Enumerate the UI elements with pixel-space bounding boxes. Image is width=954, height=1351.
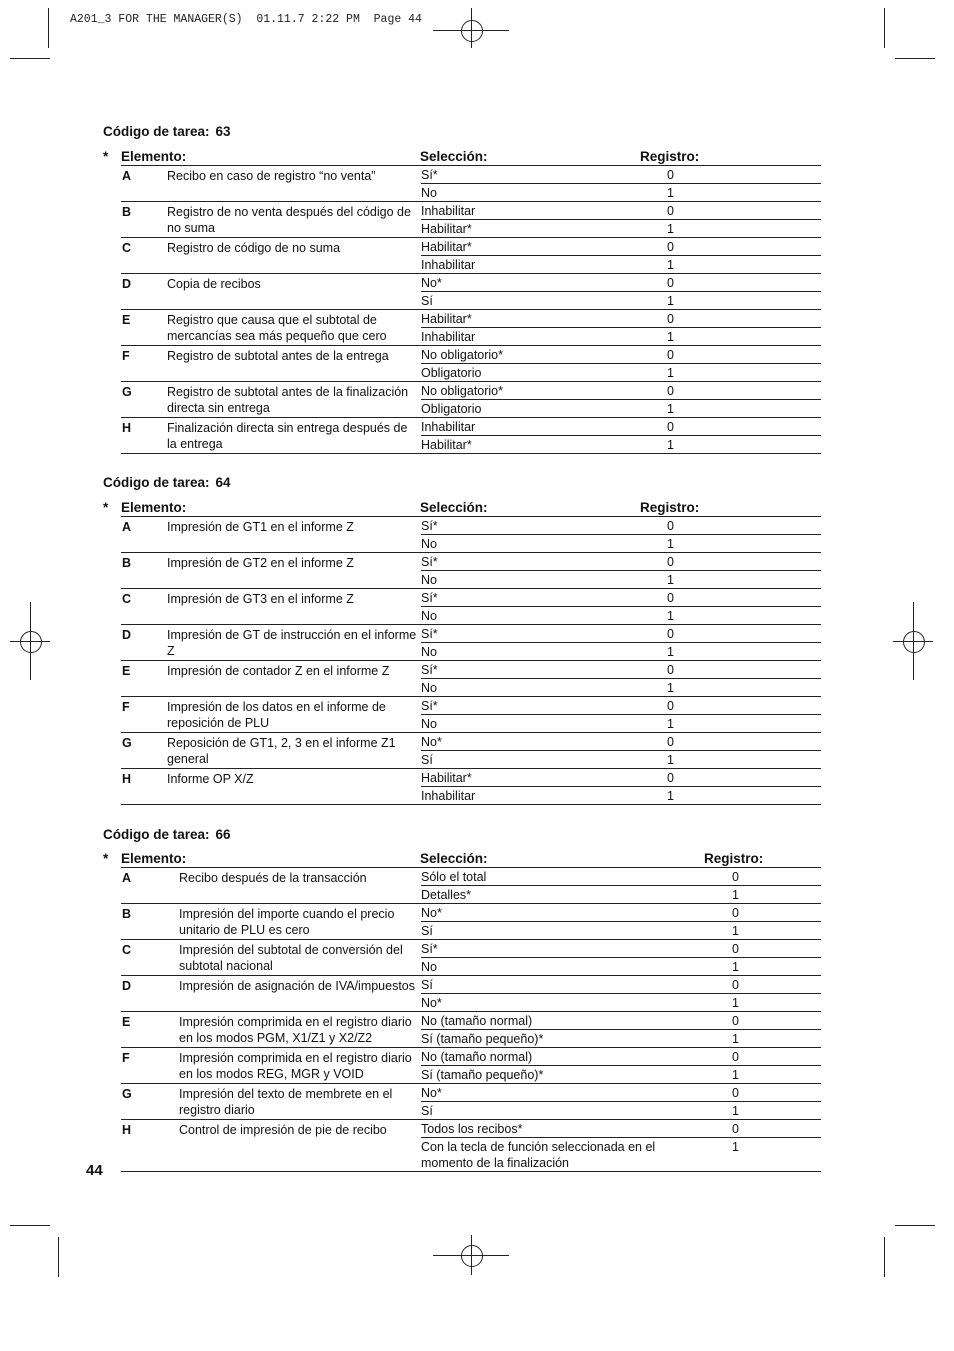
item-letter: C	[122, 943, 132, 957]
option-rule	[421, 642, 821, 643]
selection-option: No (tamaño normal)	[421, 1014, 533, 1028]
item-rule	[121, 1171, 821, 1172]
record-value: 0	[732, 1086, 739, 1100]
item-letter: F	[122, 1051, 130, 1065]
item-rule	[121, 768, 821, 769]
item-letter: B	[122, 205, 132, 219]
record-value: 0	[667, 276, 674, 290]
item-description: Registro de código de no suma	[167, 241, 341, 255]
selection-option: Sólo el total	[421, 870, 487, 884]
selection-option: No*	[421, 996, 442, 1010]
item-description: Impresión del subtotal de conversión del subtotal nacional	[179, 943, 403, 973]
item-rule	[121, 939, 821, 940]
item-description: Impresión de los datos en el informe de reposición de PLU	[167, 700, 386, 730]
item-letter: H	[122, 421, 132, 435]
item-rule	[121, 903, 821, 904]
item-description: Copia de recibos	[167, 277, 261, 291]
record-value: 0	[667, 204, 674, 218]
selection-option: Con la tecla de función seleccionada en el momento de la finalización	[421, 1140, 656, 1170]
selection-option: Sí*	[421, 663, 438, 677]
selection-option: Sí	[421, 924, 433, 938]
selection-option: Sí*	[421, 555, 438, 569]
record-value: 1	[667, 537, 674, 551]
selection-option: Habilitar*	[421, 438, 472, 452]
record-value: 0	[667, 348, 674, 362]
item-rule	[121, 804, 821, 805]
column-header-selection: Selección:	[420, 500, 488, 515]
task-code-label: Código de tarea:	[103, 827, 210, 842]
item-letter: B	[122, 556, 132, 570]
item-description: Reposición de GT1, 2, 3 en el informe Z1 general	[167, 736, 396, 766]
item-letter: F	[122, 349, 130, 363]
option-rule	[421, 1137, 821, 1138]
item-description: Control de impresión de pie de recibo	[179, 1123, 387, 1137]
column-header-record: Registro:	[640, 500, 700, 515]
task-code-label: Código de tarea:	[103, 124, 210, 139]
item-letter: D	[122, 628, 132, 642]
column-header-selection: Selección:	[420, 149, 488, 164]
item-letter: G	[122, 385, 132, 399]
selection-option: Sí (tamaño pequeño)*	[421, 1068, 544, 1082]
selection-option: Habilitar*	[421, 222, 472, 236]
item-letter: G	[122, 736, 132, 750]
item-description: Impresión de GT de instrucción en el informe Z	[167, 628, 417, 658]
item-rule	[121, 660, 821, 661]
record-value: 1	[667, 645, 674, 659]
item-letter: D	[122, 979, 132, 993]
record-value: 1	[667, 681, 674, 695]
record-value: 0	[732, 906, 739, 920]
record-value: 0	[667, 168, 674, 182]
option-rule	[421, 714, 821, 715]
option-rule	[421, 786, 821, 787]
selection-option: Habilitar*	[421, 771, 472, 785]
record-value: 1	[732, 1140, 739, 1154]
record-value: 1	[667, 222, 674, 236]
asterisk-marker: *	[103, 851, 109, 866]
header-rule	[121, 516, 821, 517]
column-header-element: Elemento:	[121, 500, 187, 515]
record-value: 1	[667, 366, 674, 380]
option-rule	[421, 255, 821, 256]
column-header-record: Registro:	[640, 149, 700, 164]
item-letter: C	[122, 241, 132, 255]
record-value: 0	[732, 942, 739, 956]
item-description: Impresión de asignación de IVA/impuestos	[179, 979, 416, 993]
item-letter: A	[122, 871, 132, 885]
section-title	[103, 827, 231, 842]
selection-option: Todos los recibos*	[421, 1122, 523, 1136]
item-description: Impresión de GT1 en el informe Z	[167, 520, 354, 534]
selection-option: No	[421, 960, 437, 974]
selection-option: No obligatorio*	[421, 384, 503, 398]
selection-option: No	[421, 645, 437, 659]
option-rule	[421, 993, 821, 994]
page-number: 44	[86, 1162, 103, 1179]
option-rule	[421, 363, 821, 364]
selection-option: Inhabilitar	[421, 330, 476, 344]
option-rule	[421, 327, 821, 328]
column-header-selection: Selección:	[420, 851, 488, 866]
selection-option: Sí*	[421, 519, 438, 533]
record-value: 0	[667, 312, 674, 326]
item-rule	[121, 1119, 821, 1120]
selection-option: Sí*	[421, 699, 438, 713]
record-value: 0	[732, 1014, 739, 1028]
record-value: 0	[732, 978, 739, 992]
selection-option: Obligatorio	[421, 402, 482, 416]
item-description: Impresión de GT3 en el informe Z	[167, 592, 354, 606]
option-rule	[421, 291, 821, 292]
option-rule	[421, 921, 821, 922]
selection-option: No	[421, 681, 437, 695]
option-rule	[421, 570, 821, 571]
selection-option: No	[421, 573, 437, 587]
item-description: Registro de subtotal antes de la entrega	[167, 349, 389, 363]
record-value: 0	[667, 384, 674, 398]
selection-option: Habilitar*	[421, 240, 472, 254]
option-rule	[421, 435, 821, 436]
selection-option: No	[421, 186, 437, 200]
item-rule	[121, 309, 821, 310]
record-value: 1	[667, 609, 674, 623]
item-description: Recibo en caso de registro “no venta”	[167, 169, 376, 183]
item-rule	[121, 345, 821, 346]
record-value: 0	[667, 663, 674, 677]
item-description: Impresión comprimida en el registro diario en los modos PGM, X1/Z1 y X2/Z2	[179, 1015, 412, 1045]
item-description: Impresión de GT2 en el informe Z	[167, 556, 354, 570]
selection-option: No	[421, 537, 437, 551]
item-letter: B	[122, 907, 132, 921]
record-value: 1	[667, 402, 674, 416]
record-value: 1	[732, 888, 739, 902]
section-title	[103, 475, 231, 490]
selection-option: Sí	[421, 978, 433, 992]
record-value: 1	[667, 258, 674, 272]
record-value: 1	[732, 960, 739, 974]
selection-option: No*	[421, 735, 442, 749]
selection-option: Obligatorio	[421, 366, 482, 380]
item-rule	[121, 624, 821, 625]
record-value: 0	[667, 627, 674, 641]
selection-option: Inhabilitar	[421, 204, 476, 218]
item-rule	[121, 381, 821, 382]
item-letter: H	[122, 1123, 132, 1137]
item-description: Impresión del importe cuando el precio unitario de PLU es cero	[179, 907, 395, 937]
option-rule	[421, 606, 821, 607]
column-header-record: Registro:	[704, 851, 764, 866]
record-value: 0	[667, 555, 674, 569]
option-rule	[421, 183, 821, 184]
option-rule	[421, 885, 821, 886]
record-value: 0	[667, 240, 674, 254]
item-letter: E	[122, 1015, 131, 1029]
print-header: A201_3 FOR THE MANAGER(S) 01.11.7 2:22 PM Page 44	[70, 13, 422, 26]
item-letter: G	[122, 1087, 132, 1101]
item-description: Impresión comprimida en el registro diario en los modos REG, MGR y VOID	[179, 1051, 412, 1081]
item-rule	[121, 237, 821, 238]
item-rule	[121, 273, 821, 274]
record-value: 1	[732, 996, 739, 1010]
section-title	[103, 124, 231, 139]
record-value: 1	[667, 789, 674, 803]
record-value: 1	[732, 1104, 739, 1118]
record-value: 1	[732, 1032, 739, 1046]
record-value: 1	[667, 573, 674, 587]
option-rule	[421, 1029, 821, 1030]
selection-option: Sí (tamaño pequeño)*	[421, 1032, 544, 1046]
option-rule	[421, 1065, 821, 1066]
record-value: 1	[667, 186, 674, 200]
selection-option: No	[421, 717, 437, 731]
task-code-value: 66	[215, 827, 231, 842]
item-description: Registro que causa que el subtotal de mercancías sea más pequeño que cero	[167, 313, 387, 343]
record-value: 0	[667, 771, 674, 785]
header-rule	[121, 867, 821, 868]
item-letter: C	[122, 592, 132, 606]
item-rule	[121, 1083, 821, 1084]
item-rule	[121, 552, 821, 553]
selection-option: Sí	[421, 1104, 433, 1118]
selection-option: Habilitar*	[421, 312, 472, 326]
item-description: Recibo después de la transacción	[179, 871, 367, 885]
asterisk-marker: *	[103, 500, 109, 515]
item-rule	[121, 453, 821, 454]
selection-option: Sí	[421, 294, 433, 308]
item-rule	[121, 732, 821, 733]
asterisk-marker: *	[103, 149, 109, 164]
record-value: 0	[667, 519, 674, 533]
selection-option: Sí*	[421, 168, 438, 182]
record-value: 0	[667, 735, 674, 749]
item-rule	[121, 1047, 821, 1048]
item-rule	[121, 417, 821, 418]
selection-option: No (tamaño normal)	[421, 1050, 533, 1064]
option-rule	[421, 957, 821, 958]
item-description: Informe OP X/Z	[167, 772, 254, 786]
record-value: 0	[732, 870, 739, 884]
option-rule	[421, 399, 821, 400]
option-rule	[421, 750, 821, 751]
item-rule	[121, 696, 821, 697]
item-letter: F	[122, 700, 130, 714]
selection-option: Sí*	[421, 591, 438, 605]
selection-option: Sí*	[421, 627, 438, 641]
column-header-element: Elemento:	[121, 149, 187, 164]
selection-option: No*	[421, 906, 442, 920]
item-description: Registro de subtotal antes de la finalización directa sin entrega	[167, 385, 409, 415]
item-rule	[121, 201, 821, 202]
record-value: 0	[732, 1122, 739, 1136]
selection-option: No obligatorio*	[421, 348, 503, 362]
option-rule	[421, 678, 821, 679]
option-rule	[421, 1101, 821, 1102]
header-rule	[121, 165, 821, 166]
option-rule	[421, 219, 821, 220]
item-description: Impresión de contador Z en el informe Z	[167, 664, 390, 678]
record-value: 1	[667, 294, 674, 308]
record-value: 1	[667, 330, 674, 344]
item-rule	[121, 588, 821, 589]
item-description: Impresión del texto de membrete en el registro diario	[179, 1087, 393, 1117]
item-letter: A	[122, 520, 132, 534]
record-value: 1	[667, 717, 674, 731]
selection-option: Inhabilitar	[421, 420, 476, 434]
selection-option: No	[421, 609, 437, 623]
item-rule	[121, 1011, 821, 1012]
selection-option: No*	[421, 1086, 442, 1100]
item-letter: H	[122, 772, 132, 786]
task-code-label: Código de tarea:	[103, 475, 210, 490]
selection-option: No*	[421, 276, 442, 290]
item-rule	[121, 975, 821, 976]
selection-option: Sí	[421, 753, 433, 767]
selection-option: Inhabilitar	[421, 258, 476, 272]
item-letter: A	[122, 169, 132, 183]
task-code-value: 63	[215, 124, 231, 139]
option-rule	[421, 534, 821, 535]
record-value: 1	[732, 924, 739, 938]
item-letter: E	[122, 313, 131, 327]
record-value: 1	[667, 438, 674, 452]
record-value: 0	[667, 699, 674, 713]
selection-option: Detalles*	[421, 888, 472, 902]
record-value: 0	[667, 591, 674, 605]
item-letter: E	[122, 664, 131, 678]
selection-option: Inhabilitar	[421, 789, 476, 803]
record-value: 0	[732, 1050, 739, 1064]
item-description: Finalización directa sin entrega después de la entrega	[167, 421, 408, 451]
column-header-element: Elemento:	[121, 851, 187, 866]
record-value: 1	[732, 1068, 739, 1082]
selection-option: Sí*	[421, 942, 438, 956]
item-description: Registro de no venta después del código de no suma	[167, 205, 411, 235]
task-code-value: 64	[215, 475, 231, 490]
record-value: 0	[667, 420, 674, 434]
record-value: 1	[667, 753, 674, 767]
item-letter: D	[122, 277, 132, 291]
